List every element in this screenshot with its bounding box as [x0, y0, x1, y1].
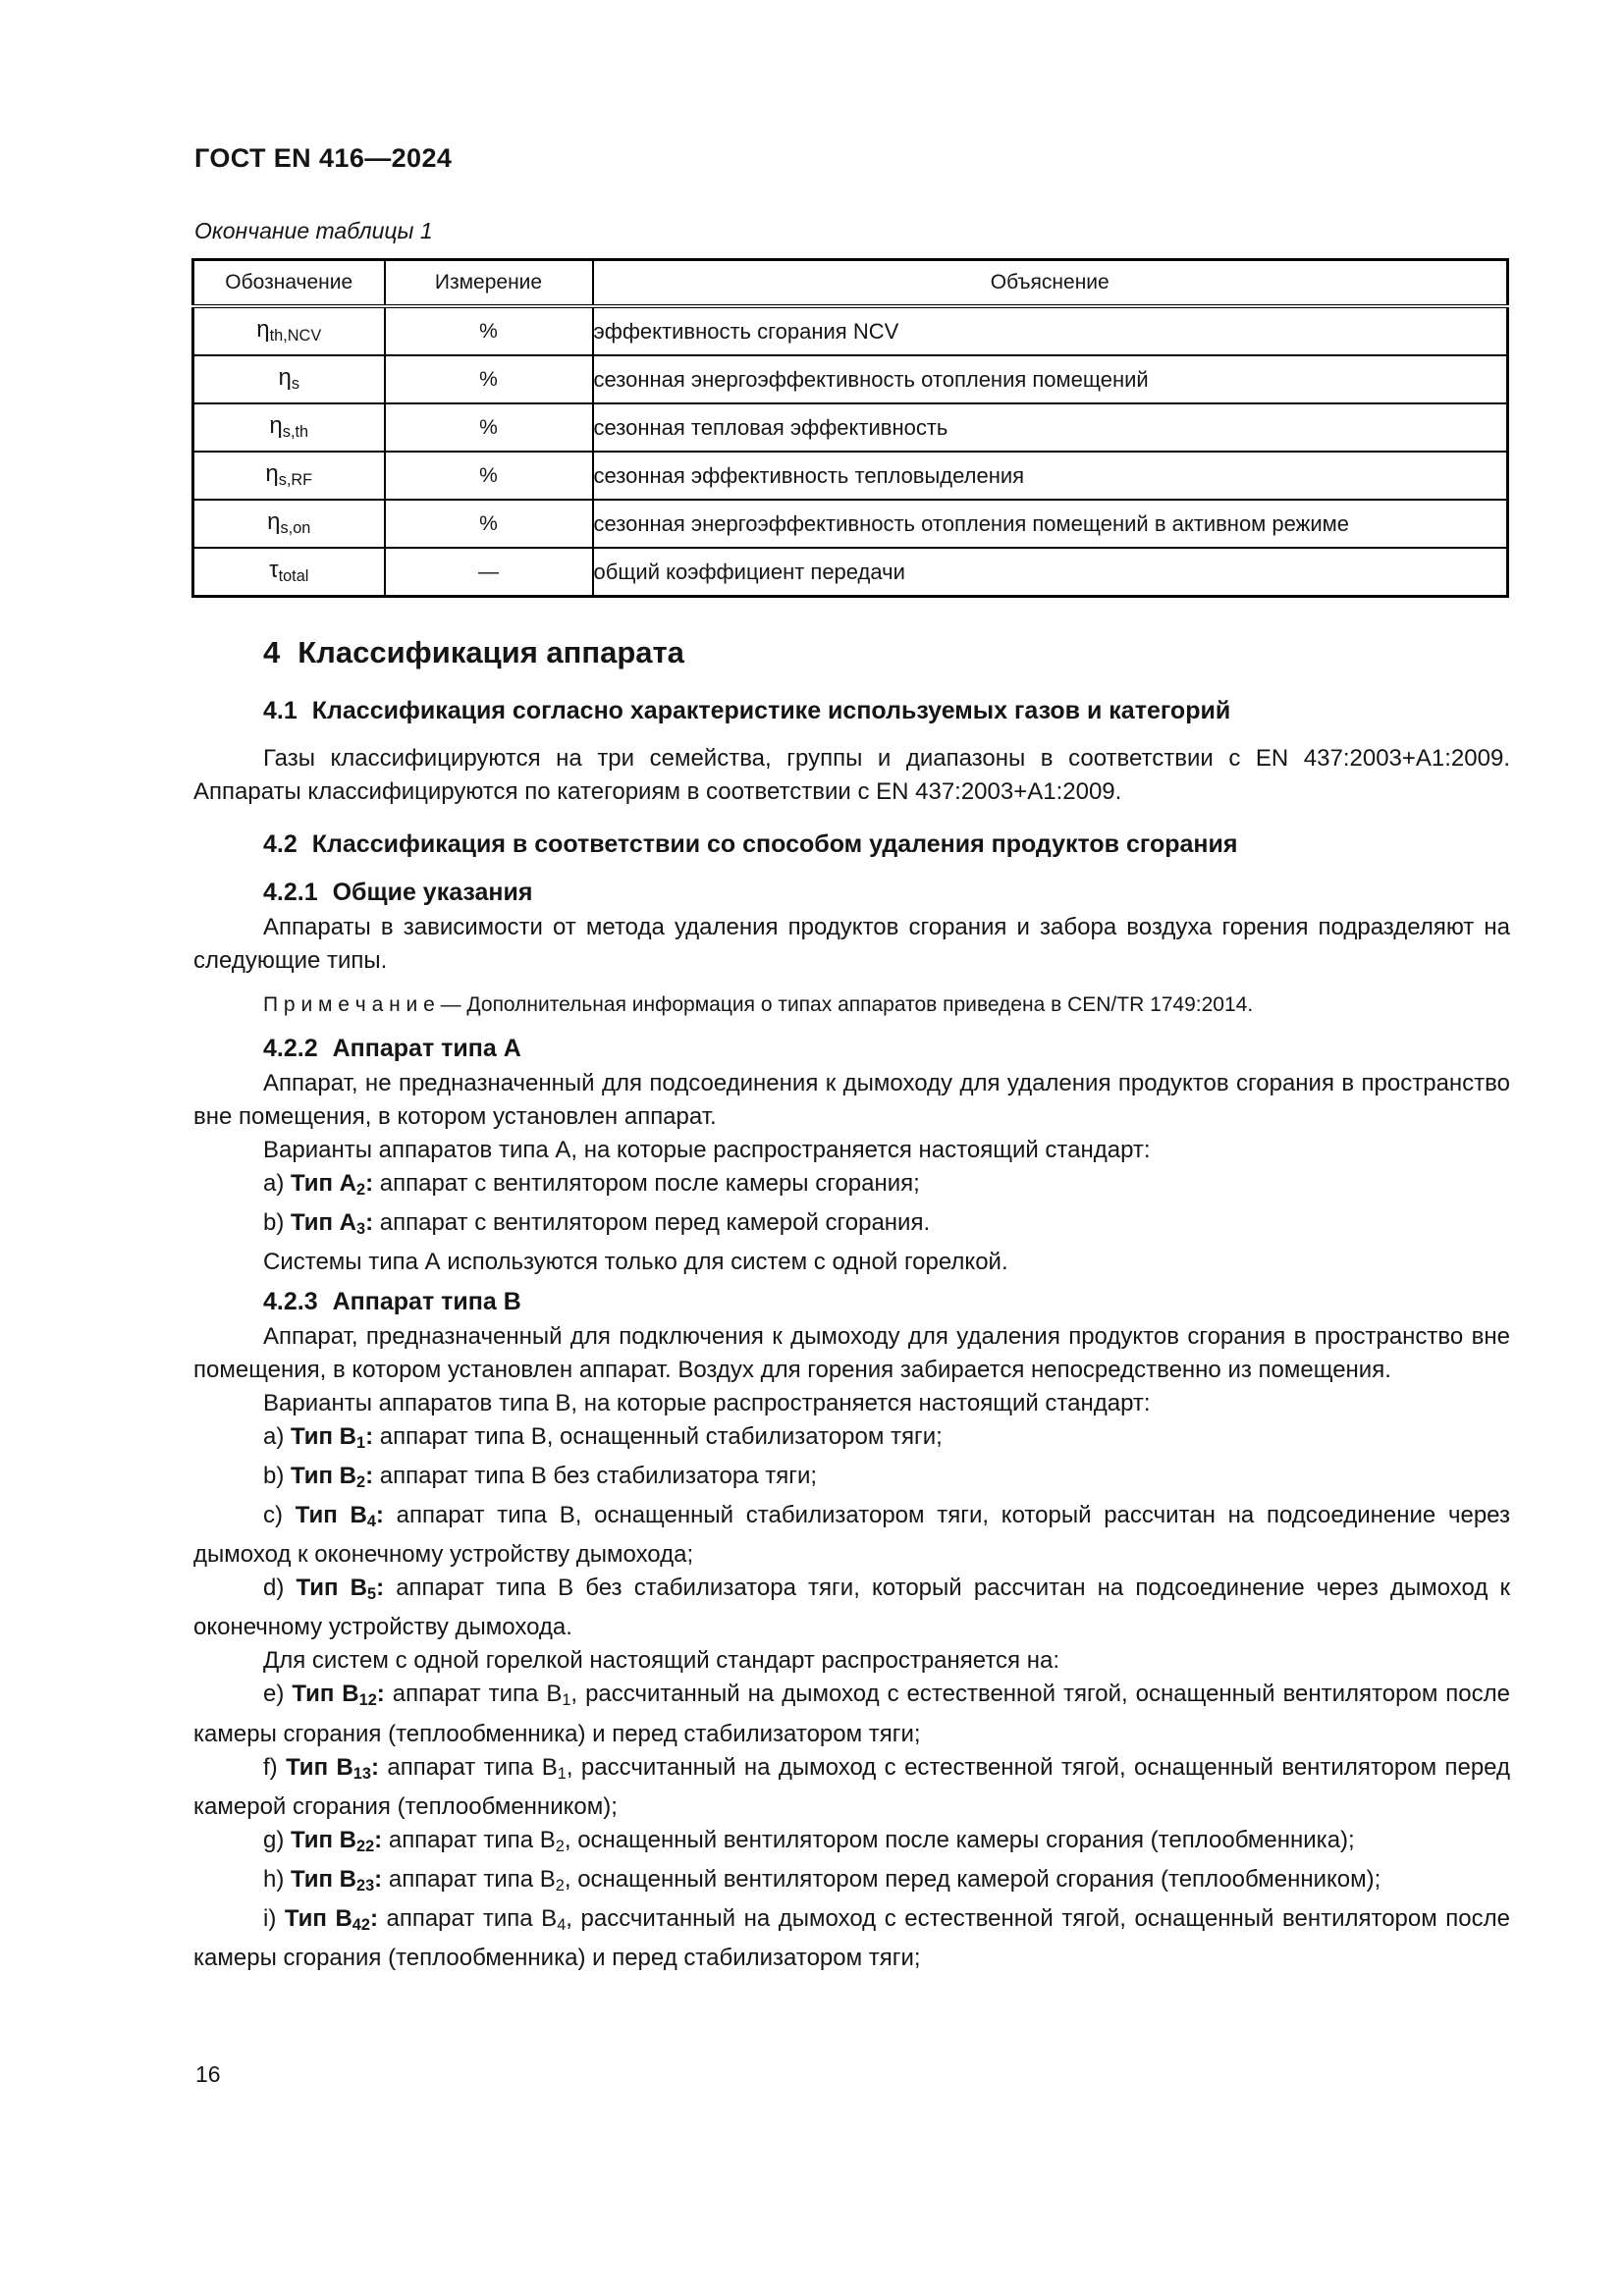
subscript-text: 13 — [352, 1764, 371, 1783]
text-run: Аппараты в зависимости от метода удаления продуктов сгорания и забора воздуха горения подразделяют на следующие типы. — [193, 914, 1510, 974]
explanation-cell: сезонная энергоэффективность отопления помещений — [593, 355, 1508, 403]
text-run: η — [256, 316, 270, 344]
document-body — [193, 618, 1510, 1975]
table-row — [193, 355, 1508, 403]
list-item — [193, 1420, 1510, 1460]
text-run: Классификация согласно характеристике используемых газов и категорий — [311, 697, 1231, 724]
text-run: i) — [263, 1904, 285, 1932]
table-row — [193, 500, 1508, 548]
text-run: a) — [263, 1423, 292, 1451]
text-run: Аппарат типа А — [332, 1035, 521, 1062]
list-item — [193, 1678, 1510, 1750]
symbol-cell — [193, 452, 385, 500]
subscript-text: 3 — [356, 1220, 366, 1239]
subscript-text: s,on — [280, 519, 311, 538]
text-run: , рассчитанный на дымоход с естественной тягой, оснащенный вентилятором после камеры сгорания (теплообменника) и перед стабилизатором тяги; — [193, 1681, 1510, 1747]
table-row — [193, 548, 1508, 597]
paragraph — [193, 1387, 1510, 1420]
symbol-cell — [193, 500, 385, 548]
list-item — [193, 1460, 1510, 1499]
text-run: П р и м е ч а н и е — Дополнительная информация о типах аппаратов приведена в CEN/TR 1749:2014. — [263, 993, 1254, 1016]
text-run: h) — [263, 1865, 292, 1893]
text-run: : — [369, 1904, 378, 1932]
explanation-cell: сезонная эффективность тепловыделения — [593, 452, 1508, 500]
text-run: , оснащенный вентилятором после камеры сгорания (теплообменника); — [564, 1826, 1355, 1853]
column-header-designation: Обозначение — [193, 260, 385, 307]
subscript-text: 42 — [352, 1915, 370, 1934]
subscript-text: 2 — [555, 1876, 565, 1895]
table-header-row — [193, 260, 1508, 307]
text-run: e) — [263, 1681, 293, 1708]
text-run: аппарат типа B, оснащенный стабилизатором тяги, который рассчитан на подсоединение через дымоход к оконечному устройству дымохода; — [193, 1502, 1510, 1569]
list-item — [193, 1206, 1510, 1246]
text-run: a) — [263, 1170, 292, 1197]
paragraph — [193, 1644, 1510, 1678]
subscript-text: 2 — [356, 1473, 366, 1492]
subsubsection-heading — [263, 876, 1510, 909]
subscript-text: 1 — [557, 1764, 567, 1783]
text-run: η — [265, 460, 279, 488]
symbol-cell — [193, 355, 385, 403]
text-run: Тип B — [286, 1753, 353, 1781]
text-run: Системы типа А используются только для систем с одной горелкой. — [263, 1249, 1008, 1276]
text-run: : — [365, 1423, 374, 1451]
subsection-heading — [263, 695, 1510, 726]
text-run: : — [365, 1209, 374, 1237]
page-number: 16 — [195, 2061, 221, 2087]
text-run: η — [267, 508, 281, 536]
list-item — [193, 1824, 1510, 1863]
heading-number: 4.2.2 — [263, 1035, 318, 1062]
subscript-text: 4 — [557, 1915, 567, 1934]
measure-cell: % — [385, 306, 593, 355]
list-item — [193, 1167, 1510, 1206]
heading-number: 4.2 — [263, 830, 298, 858]
subscript-text: 5 — [366, 1585, 377, 1604]
text-run: Тип B — [291, 1865, 357, 1893]
heading-number: 4 — [263, 635, 281, 669]
list-item — [193, 1572, 1510, 1644]
text-run: аппарат с вентилятором после камеры сгорания; — [373, 1170, 920, 1197]
text-run: Тип B — [295, 1502, 367, 1529]
text-run: Газы классифицируются на три семейства, группы и диапазоны в соответствии с EN 437:2003+A1:2009. Аппараты классифицируются по категориям в соответствии с EN 437:2003+A1:2009. — [193, 745, 1510, 805]
measure-cell: % — [385, 452, 593, 500]
text-run: , оснащенный вентилятором перед камерой сгорания (теплообменником); — [564, 1865, 1381, 1893]
heading-number: 4.2.1 — [263, 879, 318, 906]
text-run: : — [376, 1681, 385, 1708]
document-title: ГОСТ EN 416—2024 — [194, 143, 453, 173]
text-run: Тип А — [291, 1170, 357, 1197]
text-run: Тип B — [292, 1681, 359, 1708]
text-run: аппарат типа B без стабилизатора тяги, который рассчитан на подсоединение через дымоход к оконечному устройству дымохода. — [193, 1575, 1511, 1641]
text-run: : — [365, 1170, 374, 1197]
paragraph — [193, 1320, 1510, 1387]
symbol-cell — [193, 306, 385, 355]
text-run: : — [370, 1753, 379, 1781]
text-run: Тип B — [296, 1575, 367, 1602]
text-run: аппарат типа B, оснащенный стабилизатором тяги; — [373, 1423, 943, 1451]
subscript-text: 12 — [358, 1691, 377, 1710]
text-run: , рассчитанный на дымоход с естественной тягой, оснащенный вентилятором после камеры сгорания (теплообменника) и перед стабилизатором тяги; — [193, 1904, 1511, 1971]
text-run: Варианты аппаратов типа А, на которые распространяется настоящий стандарт: — [263, 1137, 1151, 1163]
text-run: Общие указания — [332, 879, 533, 906]
subscript-text: 22 — [356, 1837, 375, 1855]
text-run: Аппарат типа В — [332, 1288, 521, 1316]
subsection-heading — [263, 828, 1510, 860]
note — [193, 990, 1510, 1019]
subscript-text: 2 — [356, 1181, 366, 1200]
list-item — [193, 1863, 1510, 1902]
paragraph — [193, 742, 1510, 809]
table-caption: Окончание таблицы 1 — [194, 218, 433, 243]
list-item — [193, 1902, 1510, 1975]
subscript-text: s,th — [282, 423, 309, 442]
text-run: : — [374, 1865, 383, 1893]
text-run: b) — [263, 1463, 292, 1490]
column-header-measure: Измерение — [385, 260, 593, 307]
symbols-table — [191, 258, 1509, 598]
text-run: g) — [263, 1826, 292, 1853]
text-run: Классификация аппарата — [298, 635, 684, 669]
subscript-text: 1 — [562, 1691, 571, 1710]
text-run: : — [375, 1502, 384, 1529]
text-run: b) — [263, 1209, 292, 1237]
subscript-text: 23 — [356, 1876, 375, 1895]
text-run: аппарат типа B — [382, 1865, 556, 1893]
text-run: аппарат типа B — [384, 1681, 563, 1708]
text-run: η — [278, 364, 292, 392]
explanation-cell: общий коэффициент передачи — [593, 548, 1508, 597]
text-run: f) — [263, 1753, 287, 1781]
text-run: d) — [263, 1575, 297, 1602]
text-run: η — [269, 412, 283, 440]
list-item — [193, 1499, 1510, 1572]
text-run: Аппарат, предназначенный для подключения к дымоходу для удаления продуктов сгорания в пространство вне помещения, в котором установлен аппарат. Воздух для горения забирается непосредственно из помещения. — [193, 1323, 1510, 1384]
subscript-text: 4 — [366, 1513, 376, 1531]
text-run: аппарат типа B без стабилизатора тяги; — [373, 1463, 818, 1490]
list-item — [193, 1751, 1510, 1824]
subsubsection-heading — [263, 1285, 1510, 1318]
text-run: Тип А — [291, 1209, 357, 1237]
text-run: Аппарат, не предназначенный для подсоединения к дымоходу для удаления продуктов сгорания в пространство вне помещения, в котором установлен аппарат. — [193, 1070, 1510, 1130]
subsubsection-heading — [263, 1032, 1510, 1065]
explanation-cell: сезонная тепловая эффективность — [593, 403, 1508, 452]
text-run: , рассчитанный на дымоход с естественной тягой, оснащенный вентилятором перед камерой сгорания (теплообменником); — [193, 1753, 1511, 1820]
table-row — [193, 306, 1508, 355]
column-header-explanation: Объяснение — [593, 260, 1508, 307]
subscript-text: th,NCV — [269, 327, 322, 346]
text-run: c) — [263, 1502, 296, 1529]
text-run: аппарат типа B — [377, 1904, 558, 1932]
text-run: аппарат типа B — [382, 1826, 556, 1853]
symbol-cell — [193, 403, 385, 452]
measure-cell: — — [385, 548, 593, 597]
heading-number: 4.1 — [263, 697, 298, 724]
text-run: : — [374, 1826, 383, 1853]
subscript-text: 2 — [555, 1837, 565, 1855]
measure-cell: % — [385, 500, 593, 548]
text-run: : — [376, 1575, 385, 1602]
heading-number: 4.2.3 — [263, 1288, 318, 1316]
subscript-text: s,RF — [278, 471, 313, 490]
measure-cell: % — [385, 355, 593, 403]
paragraph — [193, 1134, 1510, 1167]
text-run: Варианты аппаратов типа В, на которые распространяется настоящий стандарт: — [263, 1390, 1151, 1417]
text-run: Для систем с одной горелкой настоящий стандарт распространяется на: — [263, 1647, 1059, 1675]
subscript-text: total — [278, 567, 309, 586]
paragraph — [193, 1067, 1510, 1134]
table-row — [193, 403, 1508, 452]
subscript-text: s — [291, 375, 299, 394]
section-heading — [263, 634, 1510, 671]
text-run: аппарат с вентилятором перед камерой сгорания. — [373, 1209, 931, 1237]
paragraph — [193, 911, 1510, 978]
table-row — [193, 452, 1508, 500]
text-run: Тип B — [291, 1423, 357, 1451]
explanation-cell: эффективность сгорания NCV — [593, 306, 1508, 355]
text-run: Классификация в соответствии со способом удаления продуктов сгорания — [311, 830, 1238, 858]
text-run: τ — [269, 557, 279, 584]
text-run: аппарат типа B — [378, 1753, 558, 1781]
text-run: Тип B — [291, 1826, 357, 1853]
symbol-cell — [193, 548, 385, 597]
text-run: : — [365, 1463, 374, 1490]
paragraph — [193, 1246, 1510, 1279]
subscript-text: 1 — [356, 1434, 366, 1453]
measure-cell: % — [385, 403, 593, 452]
explanation-cell: сезонная энергоэффективность отопления помещений в активном режиме — [593, 500, 1508, 548]
text-run: Тип B — [291, 1463, 357, 1490]
text-run: Тип B — [284, 1904, 352, 1932]
